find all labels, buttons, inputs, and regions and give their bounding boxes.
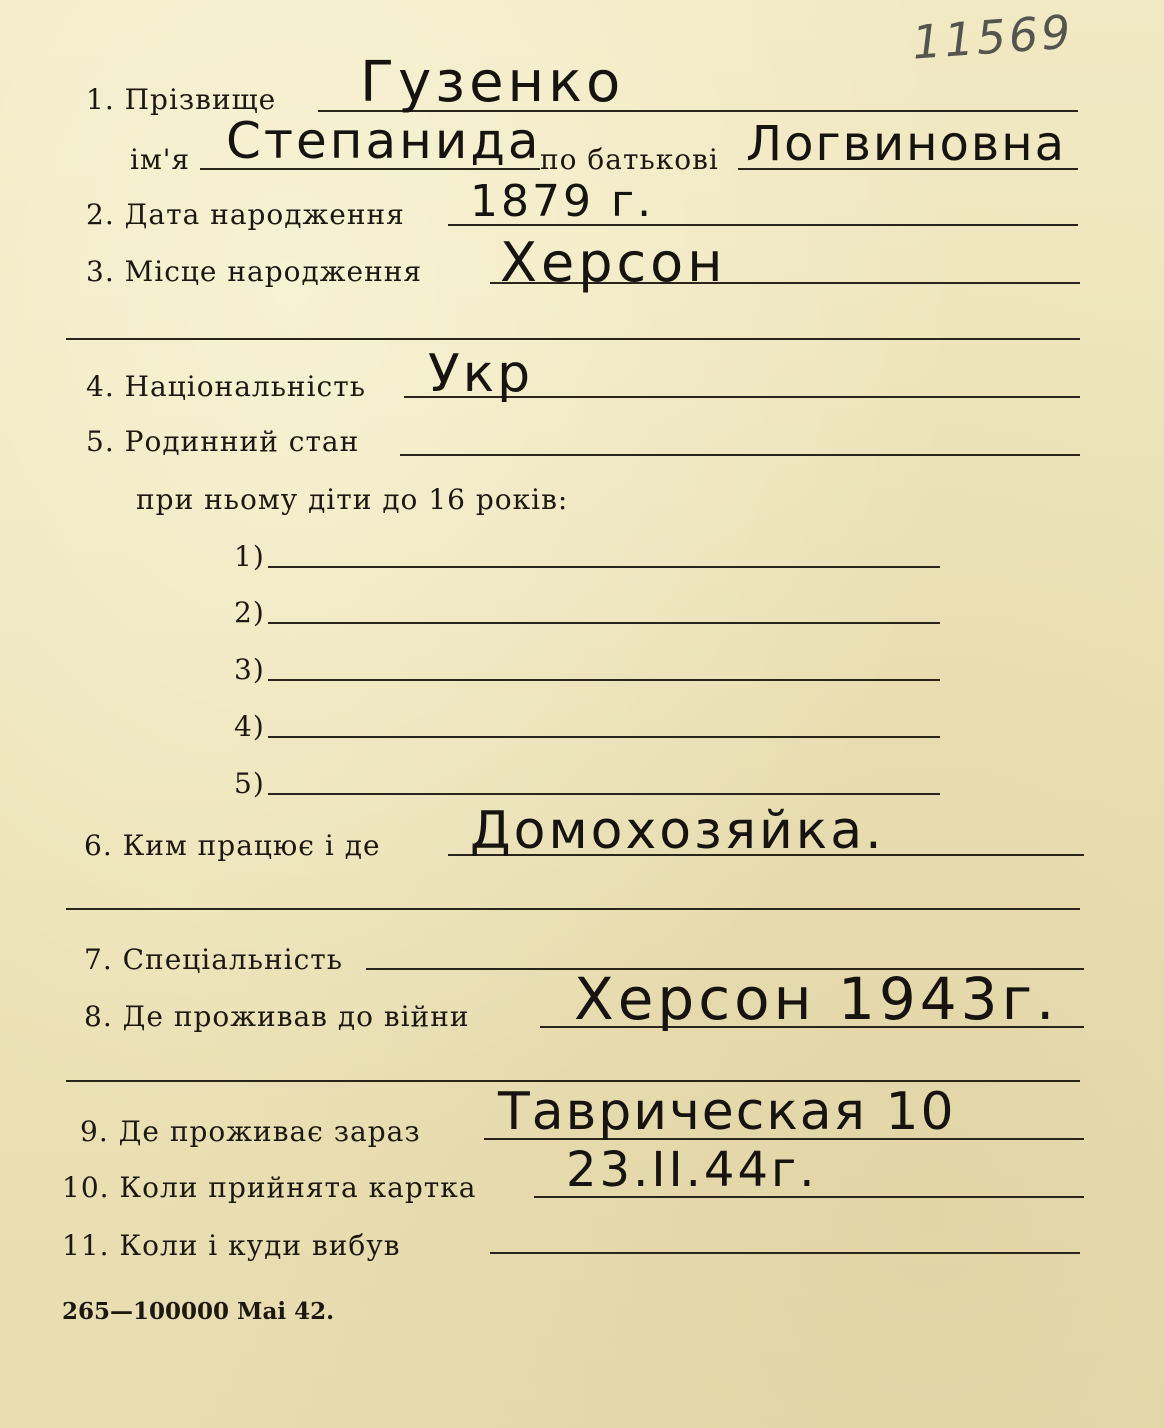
birth-place-label: 3. Місце народження [86, 255, 423, 288]
name-value: Степанида [226, 112, 542, 170]
patronymic-value: Логвиновна [746, 116, 1066, 172]
birth-date-label: 2. Дата народження [86, 198, 405, 231]
archive-number: 11569 [910, 4, 1076, 70]
child-3-line [268, 679, 940, 681]
child-3-label: 3) [234, 653, 265, 686]
child-2-label: 2) [234, 596, 265, 629]
family-line [400, 454, 1080, 456]
child-4-line [268, 736, 940, 738]
birth-place-value: Херсон [500, 231, 727, 294]
birth-place-extra-line [66, 338, 1080, 340]
child-1-line [268, 566, 940, 568]
family-label: 5. Родинний стан [86, 425, 360, 458]
child-1-label: 1) [234, 540, 265, 573]
accepted-value: 23.II.44г. [566, 1142, 818, 1198]
child-4-label: 4) [234, 710, 265, 743]
surname-value: Гузенко [360, 50, 625, 115]
patronymic-label: по батькові [540, 143, 719, 176]
name-label: ім'я [130, 143, 191, 176]
work-label: 6. Ким працює і де [84, 829, 381, 862]
children-label: при ньому діти до 16 років: [136, 483, 569, 516]
specialty-label: 7. Спеціальність [84, 943, 343, 976]
prewar-label: 8. Де проживав до війни [84, 1000, 470, 1033]
nationality-value: Укр [428, 344, 534, 404]
work-extra-line [66, 908, 1080, 910]
child-5-label: 5) [234, 767, 265, 800]
birth-date-value: 1879 г. [470, 176, 655, 227]
current-value: Таврическая 10 [498, 1082, 956, 1142]
work-value: Домохозяйка. [470, 801, 885, 861]
print-code: 265—100000 Mai 42. [62, 1298, 335, 1325]
departed-line [490, 1252, 1080, 1254]
current-label: 9. Де проживає зараз [80, 1115, 421, 1148]
prewar-value: Херсон 1943г. [574, 965, 1059, 1033]
accepted-label: 10. Коли прийнята картка [62, 1171, 477, 1204]
child-5-line [268, 793, 940, 795]
child-2-line [268, 622, 940, 624]
surname-label: 1. Прізвище [86, 83, 277, 116]
nationality-label: 4. Національність [86, 370, 366, 403]
departed-label: 11. Коли і куди вибув [62, 1229, 401, 1262]
